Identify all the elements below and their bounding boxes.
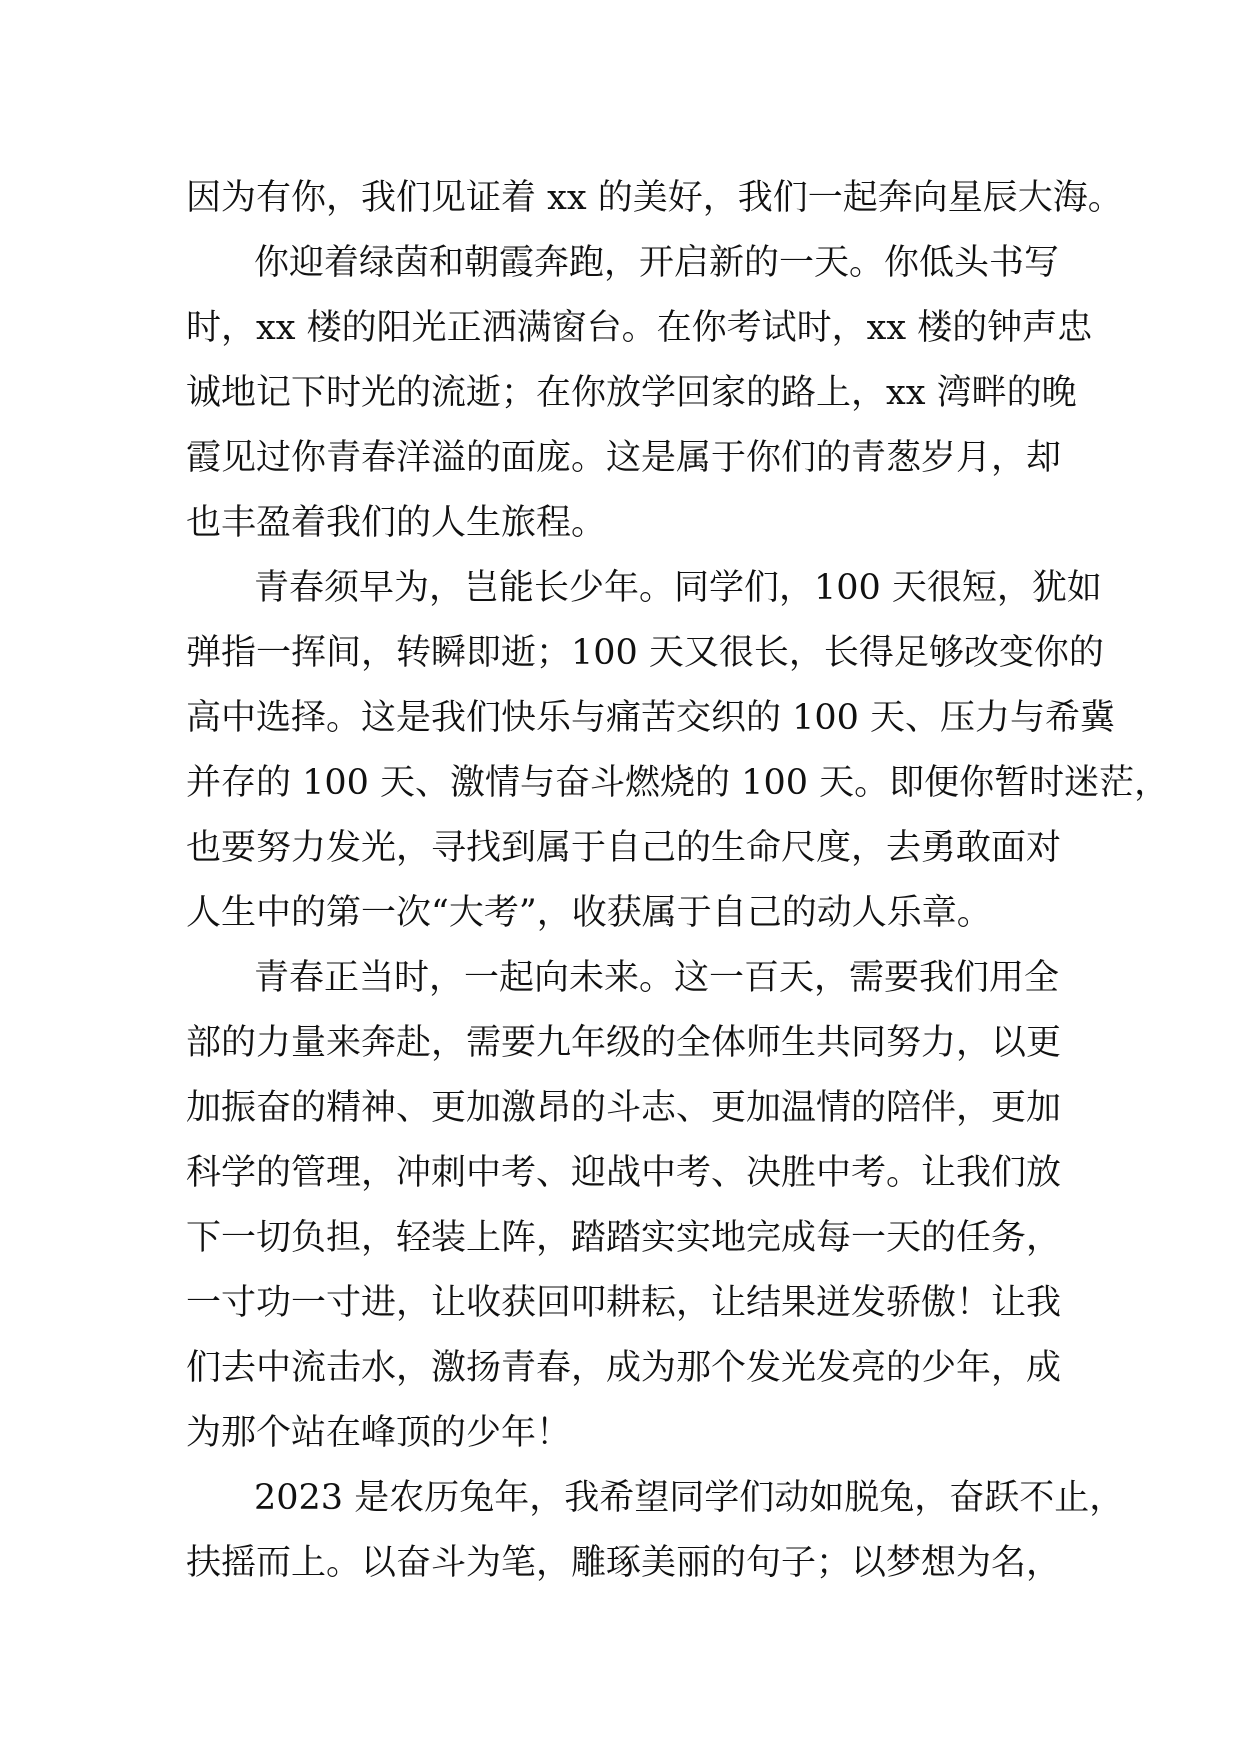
paragraph-start-line: 2023 是农历兔年，我希望同学们动如脱兔，奋跃不止， [254, 1478, 1125, 1518]
text-line: 诚地记下时光的流逝；在你放学回家的路上，xx 湾畔的晚 [186, 373, 1077, 413]
paragraph-start-line: 你迎着绿茵和朝霞奔跑，开启新的一天。你低头书写 [254, 243, 1060, 283]
text-line: 一寸功一寸进，让收获回叩耕耘，让结果迸发骄傲！让我 [186, 1283, 1062, 1323]
text-line: 也要努力发光，寻找到属于自己的生命尺度，去勇敢面对 [186, 828, 1062, 868]
text-line: 人生中的第一次“大考”，收获属于自己的动人乐章。 [186, 893, 992, 933]
text-line: 为那个站在峰顶的少年！ [186, 1413, 572, 1453]
text-line: 部的力量来奔赴，需要九年级的全体师生共同努力，以更 [186, 1023, 1062, 1063]
body-text [186, 166, 1170, 1596]
text-line: 们去中流击水，激扬青春，成为那个发光发亮的少年，成 [186, 1348, 1062, 1388]
text-line: 也丰盈着我们的人生旅程。 [186, 503, 607, 543]
text-line: 因为有你，我们见证着 xx 的美好，我们一起奔向星辰大海。 [186, 178, 1123, 218]
text-line: 高中选择。这是我们快乐与痛苦交织的 100 天、压力与希冀 [186, 698, 1116, 738]
text-line: 下一切负担，轻装上阵，踏踏实实地完成每一天的任务， [186, 1218, 1062, 1258]
text-line: 并存的 100 天、激情与奋斗燃烧的 100 天。即便你暂时迷茫， [186, 763, 1170, 803]
text-line: 霞见过你青春洋溢的面庞。这是属于你们的青葱岁月，却 [186, 438, 1062, 478]
paragraph-start-line: 青春须早为，岂能长少年。同学们，100 天很短，犹如 [254, 568, 1102, 608]
text-line: 弹指一挥间，转瞬即逝；100 天又很长，长得足够改变你的 [186, 633, 1104, 673]
text-line: 加振奋的精神、更加激昂的斗志、更加温情的陪伴，更加 [186, 1088, 1062, 1128]
text-line: 科学的管理，冲刺中考、迎战中考、决胜中考。让我们放 [186, 1153, 1062, 1193]
text-line: 时，xx 楼的阳光正洒满窗台。在你考试时，xx 楼的钟声忠 [186, 308, 1093, 348]
text-line: 扶摇而上。以奋斗为笔，雕琢美丽的句子；以梦想为名， [186, 1543, 1062, 1583]
paragraph-start-line: 青春正当时，一起向未来。这一百天，需要我们用全 [254, 958, 1060, 998]
